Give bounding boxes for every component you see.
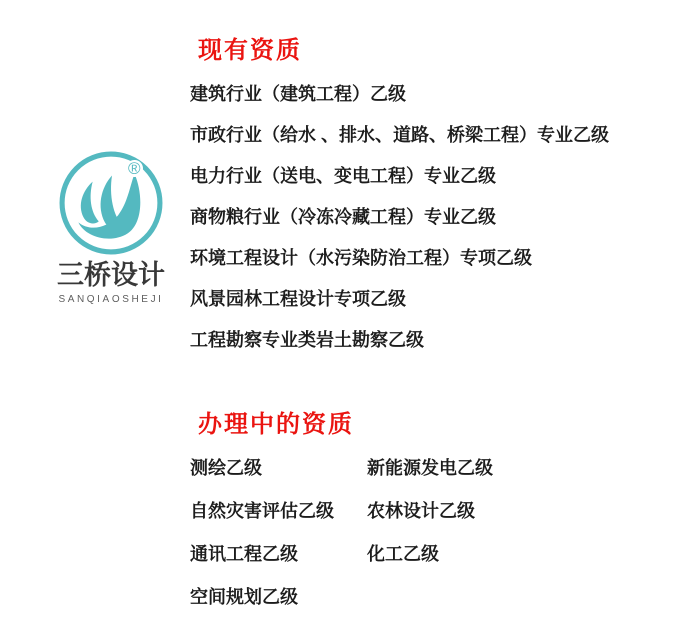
brand-name-en: SANQIAOSHEJI — [58, 293, 164, 305]
existing-qualifications-heading: 现有资质 — [198, 37, 302, 64]
list-item: 工程勘察专业类岩土勘察乙级 — [190, 330, 424, 350]
company-logo — [54, 150, 168, 305]
list-item: 市政行业（给水 、排水、道路、桥梁工程）专业乙级 — [190, 125, 609, 145]
list-item: 空间规划乙级 — [190, 587, 298, 607]
existing-qualifications-list — [190, 84, 609, 351]
list-item: 新能源发电乙级 — [367, 458, 493, 478]
wave-logo-icon — [58, 150, 164, 256]
list-item: 通讯工程乙级 — [190, 544, 298, 564]
registered-trademark-icon: ® — [128, 159, 141, 178]
list-item: 电力行业（送电、变电工程）专业乙级 — [190, 166, 496, 186]
brand-name-cn: 三桥设计 — [57, 260, 165, 290]
list-item: 化工乙级 — [367, 544, 439, 564]
list-item: 风景园林工程设计专项乙级 — [190, 289, 406, 309]
pending-qualifications-grid — [190, 458, 493, 608]
pending-qualifications-heading: 办理中的资质 — [198, 411, 354, 438]
list-item — [367, 587, 493, 608]
list-item: 自然灾害评估乙级 — [190, 501, 334, 521]
list-item: 商物粮行业（冷冻冷藏工程）专业乙级 — [190, 207, 496, 227]
list-item: 农林设计乙级 — [367, 501, 475, 521]
list-item: 测绘乙级 — [190, 458, 262, 478]
list-item: 建筑行业（建筑工程）乙级 — [190, 84, 406, 104]
list-item: 环境工程设计（水污染防治工程）专项乙级 — [190, 248, 532, 268]
